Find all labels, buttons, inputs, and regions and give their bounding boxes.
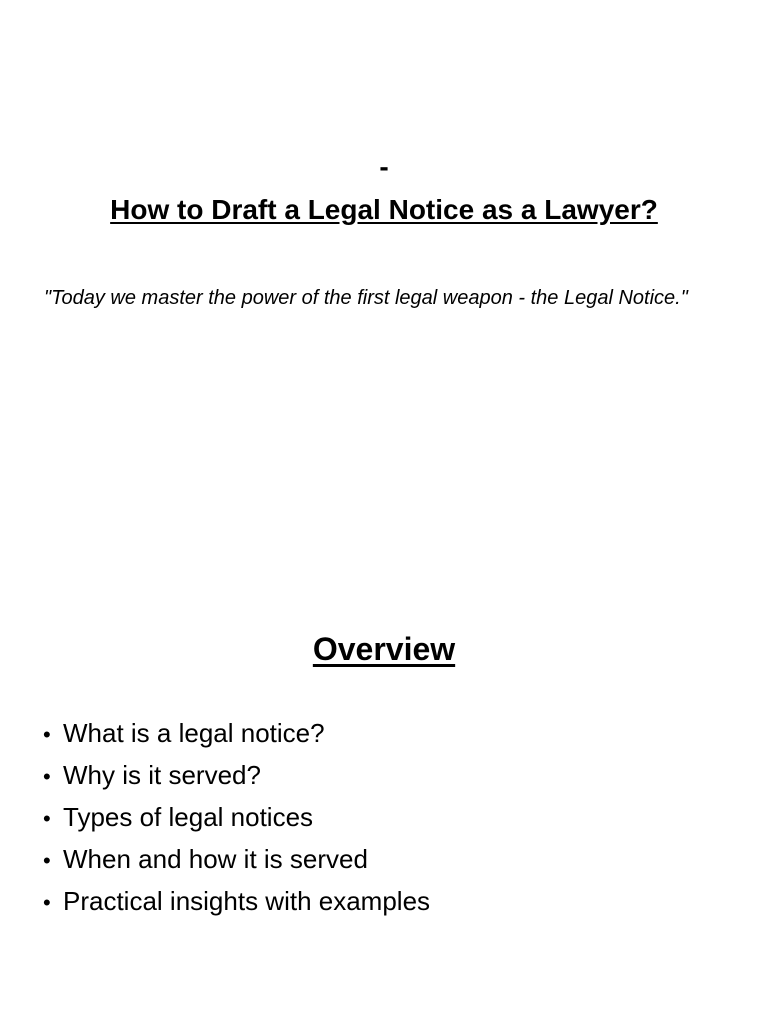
bullet-icon: • <box>43 764 51 789</box>
top-dash-mark: - <box>379 151 389 182</box>
overview-heading: Overview <box>312 631 456 667</box>
overview-list-item <box>43 714 430 756</box>
overview-item-text: Practical insights with examples <box>63 886 431 916</box>
overview-list-item <box>43 882 430 924</box>
bullet-icon: • <box>43 848 51 873</box>
bullet-icon: • <box>43 806 51 831</box>
overview-item-text: Why is it served? <box>63 760 261 790</box>
overview-list <box>43 714 430 924</box>
overview-item-text: Types of legal notices <box>63 802 314 832</box>
overview-list-item <box>43 756 430 798</box>
overview-item-text: When and how it is served <box>63 844 368 874</box>
document-title: How to Draft a Legal Notice as a Lawyer? <box>110 194 658 225</box>
bullet-icon: • <box>43 722 51 747</box>
bullet-icon: • <box>43 890 51 915</box>
intro-quote: "Today we master the power of the first legal weapon - the Legal Notice." <box>44 287 688 309</box>
overview-list-item <box>43 798 430 840</box>
overview-list-item <box>43 840 430 882</box>
overview-item-text: What is a legal notice? <box>63 718 325 748</box>
